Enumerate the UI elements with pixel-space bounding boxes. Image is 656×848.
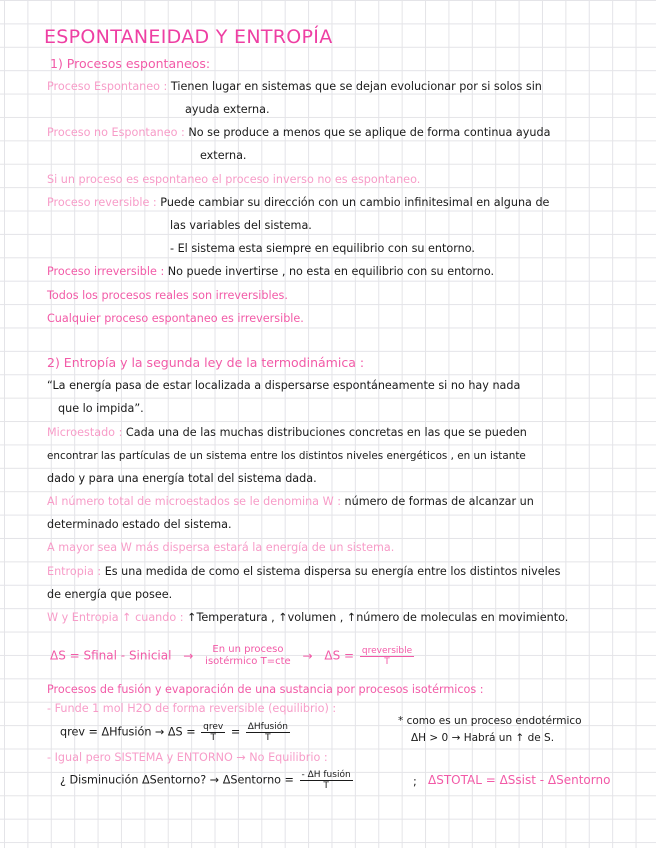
- section-1-heading: 1) Procesos espontaneos:: [50, 56, 211, 71]
- delta-s-definition: ΔS = Sfinal - Sinicial: [50, 648, 172, 663]
- inverse-note: Si un proceso es espontaneo el proceso inverso no es espontaneo.: [47, 173, 421, 186]
- microestado-text: Cada una de las muchas distribuciones concretas en las que se pueden: [125, 426, 527, 439]
- delta-s-isothermal: ΔS =: [324, 648, 355, 663]
- arrow-icon: →: [302, 648, 313, 663]
- no-espontaneo-text: No se produce a menos que se aplique de forma continua ayuda: [188, 126, 551, 139]
- quote-line-2: que lo impida”.: [58, 402, 144, 415]
- total-entropy-formula: ΔSTOTAL = ΔSsist - ΔSentorno: [428, 773, 611, 787]
- w-entropia-line: [47, 611, 568, 625]
- reversible-label: Proceso reversible :: [47, 196, 157, 209]
- qrev-num: qrev: [203, 722, 224, 732]
- reversible-line-3: - El sistema esta siempre en equilibrio con su entorno.: [170, 242, 475, 255]
- microestado-label: Microestado :: [47, 426, 123, 439]
- no-espontaneo-line-1: [47, 126, 550, 140]
- q-reversible: qreversible: [361, 645, 413, 656]
- isothermal-line-2: isotérmico T=cte: [205, 656, 291, 667]
- reversible-line-1: [47, 196, 549, 210]
- qrev-den: T: [210, 733, 216, 743]
- dh-over-t: [246, 722, 290, 743]
- semicolon: ;: [413, 775, 417, 788]
- espontaneo-line-2: ayuda externa.: [185, 103, 270, 116]
- espontaneo-text: Tienen lugar en sistemas que se dejan evolucionar por si solos sin: [170, 80, 542, 93]
- arrow-icon: →: [183, 648, 194, 663]
- irreversible-line: [47, 265, 494, 279]
- total-microestados-line-1: [47, 495, 534, 509]
- entropia-line-1: [47, 565, 560, 579]
- entropia-text: Es una medida de como el sistema dispersa su energía entre los distintos niveles: [104, 565, 561, 578]
- entropia-label: Entropia :: [47, 565, 102, 578]
- total-microestados-line-2: determinado estado del sistema.: [47, 518, 232, 531]
- funde-note: - Funde 1 mol H2O de forma reversible (equilibrio) :: [47, 702, 337, 715]
- espontaneo-label: Proceso Espontaneo :: [47, 80, 168, 93]
- reversible-text: Puede cambiar su dirección con un cambio infinitesimal en alguna de: [160, 196, 550, 209]
- temperature-denominator: T: [384, 656, 390, 667]
- irreversible-text: No puede invertirse , no esta en equilibrio con su entorno.: [167, 265, 495, 278]
- q-over-t-fraction: [360, 646, 414, 667]
- isothermal-note: [205, 644, 291, 668]
- microestado-line-1: [47, 426, 527, 440]
- total-microestados-text: número de formas de alcanzar un: [344, 495, 534, 508]
- equals-sign: =: [230, 725, 241, 739]
- quote-line-1: “La energía pasa de estar localizada a dispersarse espontáneamente si no hay nada: [47, 379, 521, 392]
- page-title: ESPONTANEIDAD Y ENTROPÍA: [44, 26, 333, 48]
- entorno-num: - ΔH fusión: [301, 770, 351, 780]
- qrev-over-t: [201, 722, 225, 743]
- entorno-formula: [60, 770, 355, 791]
- entropia-line-2: de energía que posee.: [47, 588, 173, 601]
- dh-fusion-num: ΔHfusión: [247, 722, 288, 732]
- w-entropia-text: ↑Temperatura , ↑volumen , ↑número de moleculas en movimiento.: [187, 611, 569, 624]
- no-espontaneo-label: Proceso no Espontaneo :: [47, 126, 185, 139]
- entorno-den: T: [323, 781, 329, 791]
- microestado-line-3: dado y para una energía total del sistema dada.: [47, 472, 317, 485]
- section-3-heading: Procesos de fusión y evaporación de una sustancia por procesos isotérmicos :: [47, 683, 484, 696]
- section-2-heading: 2) Entropía y la segunda ley de la termodinámica :: [47, 355, 365, 370]
- reversible-line-2: las variables del sistema.: [170, 219, 312, 232]
- qrev-formula: [60, 722, 292, 743]
- mayor-w-note: A mayor sea W más dispersa estará la energía de un sistema.: [47, 541, 395, 554]
- microestado-line-2: encontrar las partículas de un sistema entre los distintos niveles energéticos , en un istante: [47, 450, 526, 462]
- spontaneous-irreversible-note: Cualquier proceso espontaneo es irreversible.: [47, 312, 304, 325]
- endothermic-note-2: ΔH > 0 → Habrá un ↑ de S.: [411, 732, 555, 744]
- isothermal-line-1: En un proceso: [212, 644, 284, 655]
- total-microestados-label: Al número total de microestados se le denomina W :: [47, 495, 341, 508]
- endothermic-note-1: * como es un proceso endotérmico: [398, 715, 582, 727]
- entropy-formula: [50, 644, 416, 668]
- w-entropia-label: W y Entropia ↑ cuando :: [47, 611, 184, 624]
- entorno-question: ¿ Disminución ΔSentorno? → ΔSentorno =: [60, 773, 294, 787]
- qrev-equals: qrev = ΔHfusión → ΔS =: [60, 725, 196, 739]
- no-equilibrium-note: - Igual pero SISTEMA y ENTORNO → No Equilibrio :: [47, 751, 328, 764]
- dh-fusion-den: T: [265, 733, 271, 743]
- espontaneo-line-1: [47, 80, 542, 94]
- no-espontaneo-line-2: externa.: [200, 149, 247, 162]
- real-processes-note: Todos los procesos reales son irreversibles.: [47, 289, 288, 302]
- entorno-fraction: [300, 770, 353, 791]
- irreversible-label: Proceso irreversible :: [47, 265, 165, 278]
